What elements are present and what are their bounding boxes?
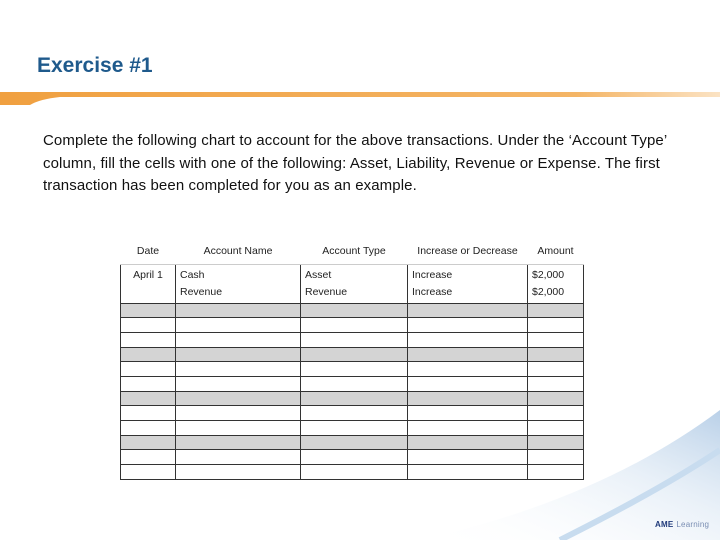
example-account-types (301, 265, 408, 304)
amount-2: $2,000 (532, 286, 565, 298)
header-increase-decrease: Increase or Decrease (408, 237, 528, 265)
change-increase-2: Increase (412, 286, 453, 298)
example-account-names (176, 265, 301, 304)
logo-main: AME (655, 520, 674, 529)
logo-sub: Learning (676, 520, 710, 529)
example-changes (408, 265, 528, 304)
table-row (121, 318, 584, 333)
header-date: Date (121, 237, 176, 265)
example-row (121, 265, 584, 304)
ame-learning-logo (655, 520, 709, 529)
example-date: April 1 (121, 265, 176, 304)
header-row (121, 237, 584, 265)
header-account-type: Account Type (301, 237, 408, 265)
table-row (121, 304, 584, 318)
account-type-asset: Asset (305, 269, 332, 281)
decorative-swoosh (0, 380, 720, 540)
amount-1: $2,000 (532, 269, 565, 281)
change-increase-1: Increase (412, 269, 453, 281)
header-account-name: Account Name (176, 237, 301, 265)
table-row (121, 348, 584, 362)
orange-divider-bar (0, 90, 720, 106)
account-name-revenue: Revenue (180, 286, 223, 298)
table-row (121, 333, 584, 348)
example-amounts (528, 265, 584, 304)
account-type-revenue: Revenue (305, 286, 348, 298)
instructions-text: Complete the following chart to account for the above transactions. Under the ‘Account Type’ column, fill the cells with one of the following: Asset, Liability, Revenue or Expense. The first transaction has been completed for you as an example. (43, 132, 667, 194)
table-row (121, 362, 584, 377)
account-name-cash: Cash (180, 269, 205, 281)
header-amount: Amount (528, 237, 584, 265)
slide-title: Exercise #1 (37, 54, 153, 77)
